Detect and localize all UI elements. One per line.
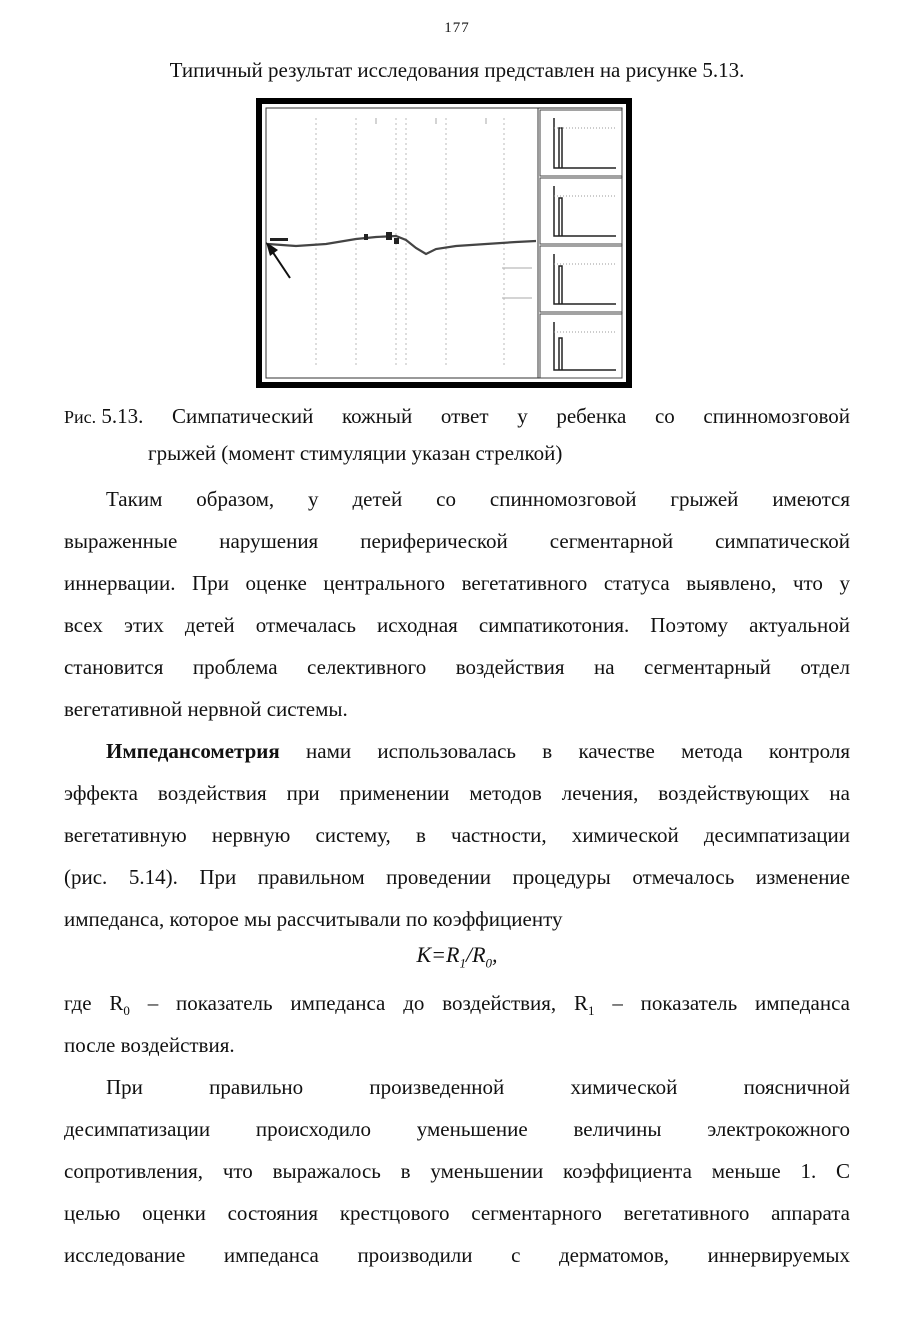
text-line: иннервации. При оценке центрального вегетативного статуса выявлено, что у [64,571,850,595]
text-line: целью оценки состояния крестцового сегментарного вегетативного аппарата [64,1201,850,1225]
caption-word: у [517,404,528,428]
caption-label: Рис. 5.13. [64,404,144,428]
text-line: сопротивления, что выражалось в уменьшении коэффициента меньше 1. С [64,1159,850,1183]
caption-line-1 [64,398,850,435]
caption-word: спинномозговой [703,404,850,428]
text-line: Импедансометрия нами использовалась в качестве метода контроля [106,739,850,763]
text-line: выраженные нарушения периферической сегментарной симпатической [64,529,850,553]
caption-word: со [654,404,675,428]
figure-caption [64,398,850,471]
caption-line-2: грыжей (момент стимуляции указан стрелкой) [148,441,563,465]
intro-sentence: Типичный результат исследования представлен на рисунке 5.13. [169,58,745,82]
figure-skin-response-recording [256,98,632,388]
definition [64,982,850,1066]
paragraph-3 [64,1066,850,1276]
text-line: вегетативную нервную систему, в частности, химической десимпатизации [64,823,850,847]
text-line: (рис. 5.14). При правильном проведении процедуры отмечалось изменение [64,865,850,889]
text-line: Таким образом, у детей со спинномозговой грыжей имеются [106,487,850,511]
text-line: после воздействия. [64,1033,235,1057]
caption-word: ребенка [556,404,627,428]
paragraph-1 [64,478,850,730]
caption-word: кожный [342,404,413,428]
text-line: вегетативной нервной системы. [64,697,348,721]
page-number: 177 [444,20,470,36]
formula: $K=R_1/R_0$, [416,942,498,971]
text-line: всех этих детей отмечалась исходная симпатикотония. Поэтому актуальной [64,613,850,637]
recording-image [256,98,632,388]
text-line: При правильно произведенной химической поясничной [106,1075,850,1099]
paragraph-2 [64,730,850,940]
text-line: исследование импеданса производили с дерматомов, иннервируемых [64,1243,850,1267]
text-line: где $R_0$ – показатель импеданса до воздействия, $R_1$ – показатель импеданса [64,991,850,1019]
caption-word: ответ [440,404,489,428]
caption-word: Симпатический [172,404,314,428]
text-line: импеданса, которое мы рассчитывали по коэффициенту [64,907,563,931]
text-line: эффекта воздействия при применении методов лечения, воздействующих на [64,781,850,805]
text-line: десимпатизации происходило уменьшение величины электрокожного [64,1117,850,1141]
text-line: становится проблема селективного воздействия на сегментарный отдел [64,655,850,679]
bold-term: Импедансометрия [106,739,280,763]
